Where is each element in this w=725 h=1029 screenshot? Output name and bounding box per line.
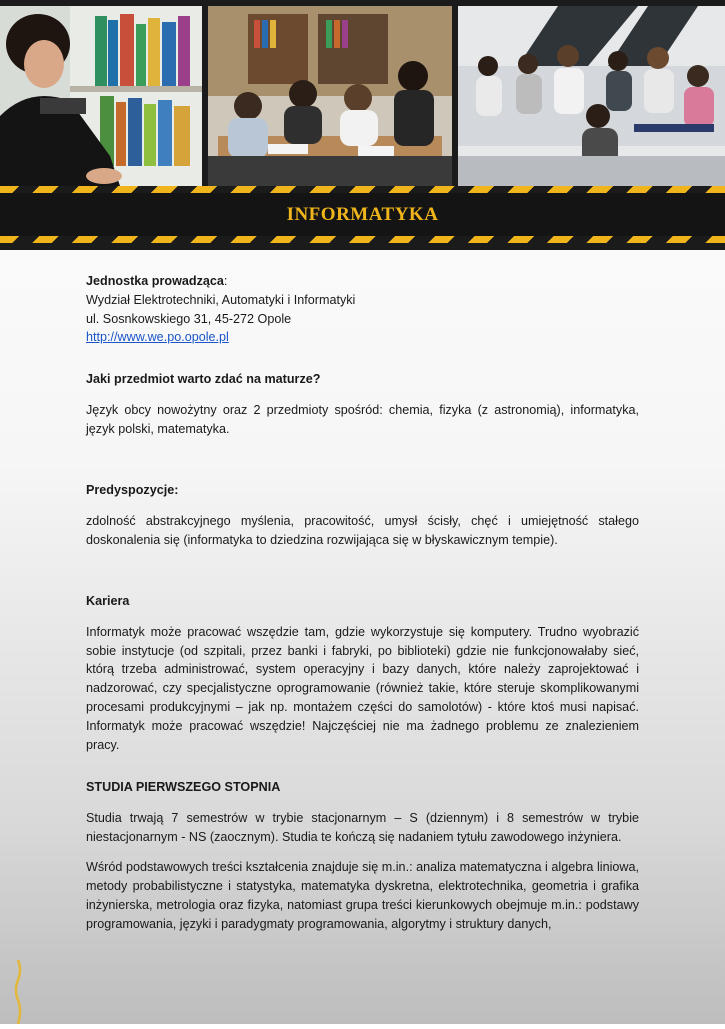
matura-heading: Jaki przedmiot warto zdać na maturze?	[86, 372, 321, 386]
hazard-stripe-bottom	[0, 236, 725, 243]
faculty-address: ul. Sosnkowskiego 31, 45-272 Opole	[86, 311, 292, 326]
predispositions-text: zdolność abstrakcyjnego myślenia, pracowitość, umysł ścisły, chęć i umiejętność stałego doskonalenia się (informatyka to dziedzina rozwijająca się w błyskawicznym tempie).	[86, 513, 639, 547]
predispositions-section	[86, 481, 639, 549]
title-band	[0, 193, 725, 236]
predispositions-heading: Predyspozycje:	[86, 483, 179, 497]
career-heading: Kariera	[86, 594, 130, 608]
faculty-name: Wydział Elektrotechniki, Automatyki i Informatyki	[86, 292, 356, 307]
photo-students-table	[208, 6, 452, 186]
photo-strip	[0, 6, 725, 186]
photo-students-hall	[458, 6, 725, 186]
career-text: Informatyk może pracować wszędzie tam, gdzie wykorzystuje się komputery. Trudno wyobrazić sobie instytucje (od szpitali, przez banki i fabryki, po biblioteki) gdzie nie funkcjonowałaby sieć, którą trzeba administrować, system operacyjny i bazy danych, które należy zaprojektować i nadzorować, czy specjalistyczne oprogramowanie (również takie, które steruje skomplikowanymi procesami produkcyjnymi – jak np. montażem części do samolotów) - które ktoś musi napisać. Informatyk może pracować wszędzie! Najczęściej nie ma żadnego problemu ze znalezieniem pracy.	[86, 624, 639, 752]
first-degree-section	[86, 778, 639, 934]
first-degree-heading: STUDIA PIERWSZEGO STOPNIA	[86, 780, 281, 794]
page-title: INFORMATYKA	[286, 203, 439, 225]
unit-heading-colon: :	[223, 274, 228, 288]
unit-heading: Jednostka prowadząca	[86, 274, 224, 288]
unit-section	[86, 272, 639, 347]
matura-section	[86, 370, 639, 438]
decorative-flourish-icon	[14, 960, 22, 1024]
matura-text: Język obcy nowożytny oraz 2 przedmioty spośród: chemia, fizyka (z astronomią), informatyka, język polski, matematyka.	[86, 402, 639, 436]
faculty-website-link[interactable]: http://www.we.po.opole.pl	[86, 330, 229, 345]
unit-heading-line	[86, 272, 639, 291]
career-section	[86, 592, 639, 754]
first-degree-text-1: Studia trwają 7 semestrów w trybie stacjonarnym – S (dziennym) i 8 semestrów w trybie niestacjonarnym - NS (zaocznym). Studia te kończą się nadaniem tytułu zawodowego inżyniera.	[86, 810, 639, 844]
first-degree-text-2: Wśród podstawowych treści kształcenia znajduje się m.in.: analiza matematyczna i algebra liniowa, metody probabilistyczne i statystyka, matematyka dyskretna, elektrotechnika, geometria i grafika inżynierska, metrologia oraz fizyka, natomiast grupa treści kierunkowych obejmuje m.in.: podstawy programowania, języki i paradygmaty programowania, algorytmy i struktury danych,	[86, 860, 639, 931]
hazard-stripe-top	[0, 186, 725, 193]
photo-student-library	[0, 6, 202, 186]
header-banner	[0, 0, 725, 250]
